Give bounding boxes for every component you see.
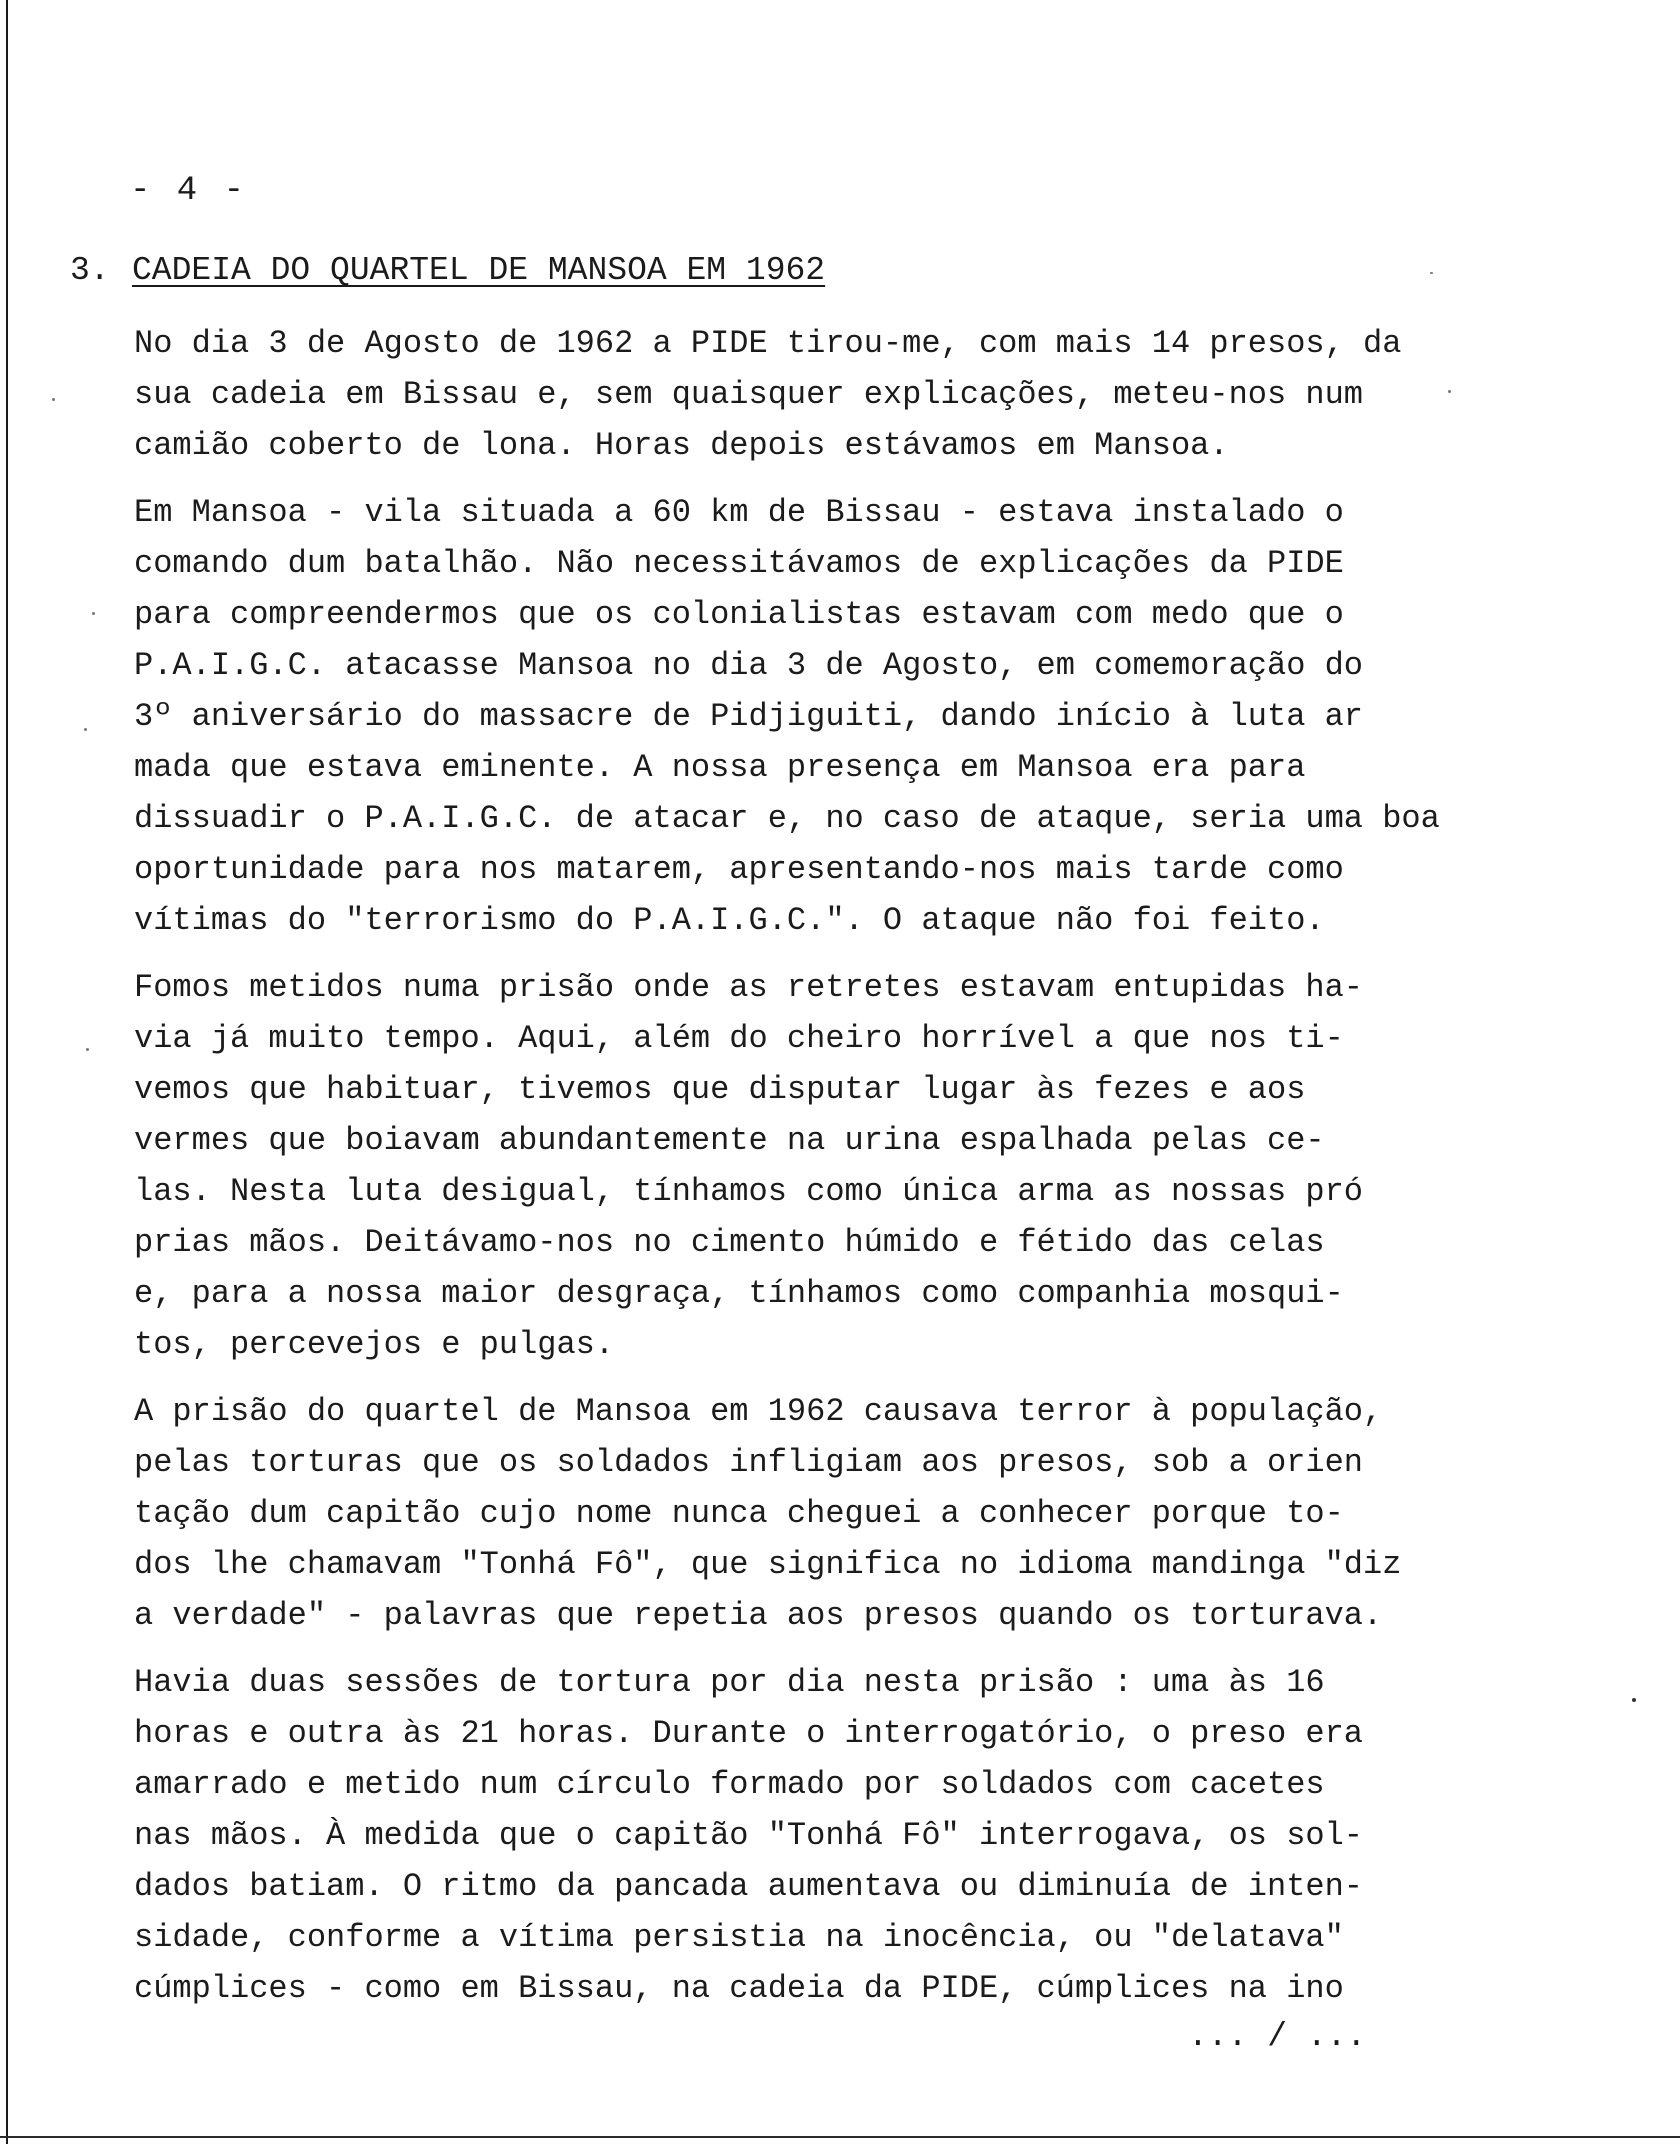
scan-speck xyxy=(1430,272,1433,274)
text-line: amarrado e metido num círculo formado por soldados com cacetes xyxy=(134,1766,1325,1803)
text-line: dados batiam. O ritmo da pancada aumentava ou diminuía de inten- xyxy=(134,1868,1363,1905)
text-line: tação dum capitão cujo nome nunca cheguei a conhecer porque to- xyxy=(134,1495,1344,1532)
section-title: CADEIA DO QUARTEL DE MANSOA EM 1962 xyxy=(132,252,826,289)
scan-speck xyxy=(86,1048,89,1051)
text-line: camião coberto de lona. Horas depois estávamos em Mansoa. xyxy=(134,427,1229,464)
paragraph-1 xyxy=(134,318,1464,471)
text-line: sua cadeia em Bissau e, sem quaisquer explicações, meteu-nos num xyxy=(134,376,1363,413)
text-line: nas mãos. À medida que o capitão "Tonhá Fô" interrogava, os sol- xyxy=(134,1817,1363,1854)
text-line: dissuadir o P.A.I.G.C. de atacar e, no caso de ataque, seria uma boa xyxy=(134,800,1440,837)
continuation-mark: ... / ... xyxy=(1188,2018,1367,2055)
text-line: para compreendermos que os colonialistas estavam com medo que o xyxy=(134,596,1344,633)
scan-speck xyxy=(1448,390,1451,393)
text-line: horas e outra às 21 horas. Durante o interrogatório, o preso era xyxy=(134,1715,1363,1752)
text-line: vítimas do "terrorismo do P.A.I.G.C.". O ataque não foi feito. xyxy=(134,902,1325,939)
page-number: - 4 - xyxy=(130,172,248,210)
text-line: Fomos metidos numa prisão onde as retretes estavam entupidas ha- xyxy=(134,969,1363,1006)
text-line: Havia duas sessões de tortura por dia nesta prisão : uma às 16 xyxy=(134,1664,1325,1701)
scan-speck xyxy=(1632,1698,1636,1702)
text-line: Em Mansoa - vila situada a 60 km de Bissau - estava instalado o xyxy=(134,494,1344,531)
paragraph-4 xyxy=(134,1386,1464,1641)
text-line: a verdade" - palavras que repetia aos presos quando os torturava. xyxy=(134,1597,1383,1634)
text-line: 3º aniversário do massacre de Pidjiguiti, dando início à luta ar xyxy=(134,698,1363,735)
body-text xyxy=(134,318,1464,2030)
page-bottom-edge xyxy=(0,2136,1680,2138)
text-line: sidade, conforme a vítima persistia na inocência, ou "delatava" xyxy=(134,1919,1344,1956)
page-left-edge xyxy=(6,0,8,2144)
text-line: cúmplices - como em Bissau, na cadeia da PIDE, cúmplices na ino xyxy=(134,1970,1344,2007)
text-line: las. Nesta luta desigual, tínhamos como única arma as nossas pró xyxy=(134,1173,1363,1210)
section-number: 3. xyxy=(70,252,110,289)
text-line: mada que estava eminente. A nossa presença em Mansoa era para xyxy=(134,749,1306,786)
paragraph-2 xyxy=(134,487,1464,946)
paragraph-3 xyxy=(134,962,1464,1370)
text-line: tos, percevejos e pulgas. xyxy=(134,1326,615,1363)
text-line: pelas torturas que os soldados infligiam aos presos, sob a orien xyxy=(134,1444,1363,1481)
section-heading xyxy=(70,252,825,289)
text-line: comando dum batalhão. Não necessitávamos de explicações da PIDE xyxy=(134,545,1344,582)
text-line: No dia 3 de Agosto de 1962 a PIDE tirou-me, com mais 14 presos, da xyxy=(134,325,1402,362)
text-line: dos lhe chamavam "Tonhá Fô", que significa no idioma mandinga "diz xyxy=(134,1546,1402,1583)
text-line: via já muito tempo. Aqui, além do cheiro horrível a que nos ti- xyxy=(134,1020,1344,1057)
scan-speck xyxy=(84,728,87,731)
scan-speck xyxy=(92,612,95,615)
text-line: prias mãos. Deitávamo-nos no cimento húmido e fétido das celas xyxy=(134,1224,1325,1261)
text-line: P.A.I.G.C. atacasse Mansoa no dia 3 de Agosto, em comemoração do xyxy=(134,647,1363,684)
paragraph-5 xyxy=(134,1657,1464,2014)
text-line: oportunidade para nos matarem, apresentando-nos mais tarde como xyxy=(134,851,1344,888)
text-line: e, para a nossa maior desgraça, tínhamos como companhia mosqui- xyxy=(134,1275,1344,1312)
scan-speck xyxy=(52,398,55,401)
text-line: vemos que habituar, tivemos que disputar lugar às fezes e aos xyxy=(134,1071,1306,1108)
text-line: vermes que boiavam abundantemente na urina espalhada pelas ce- xyxy=(134,1122,1325,1159)
text-line: A prisão do quartel de Mansoa em 1962 causava terror à população, xyxy=(134,1393,1383,1430)
